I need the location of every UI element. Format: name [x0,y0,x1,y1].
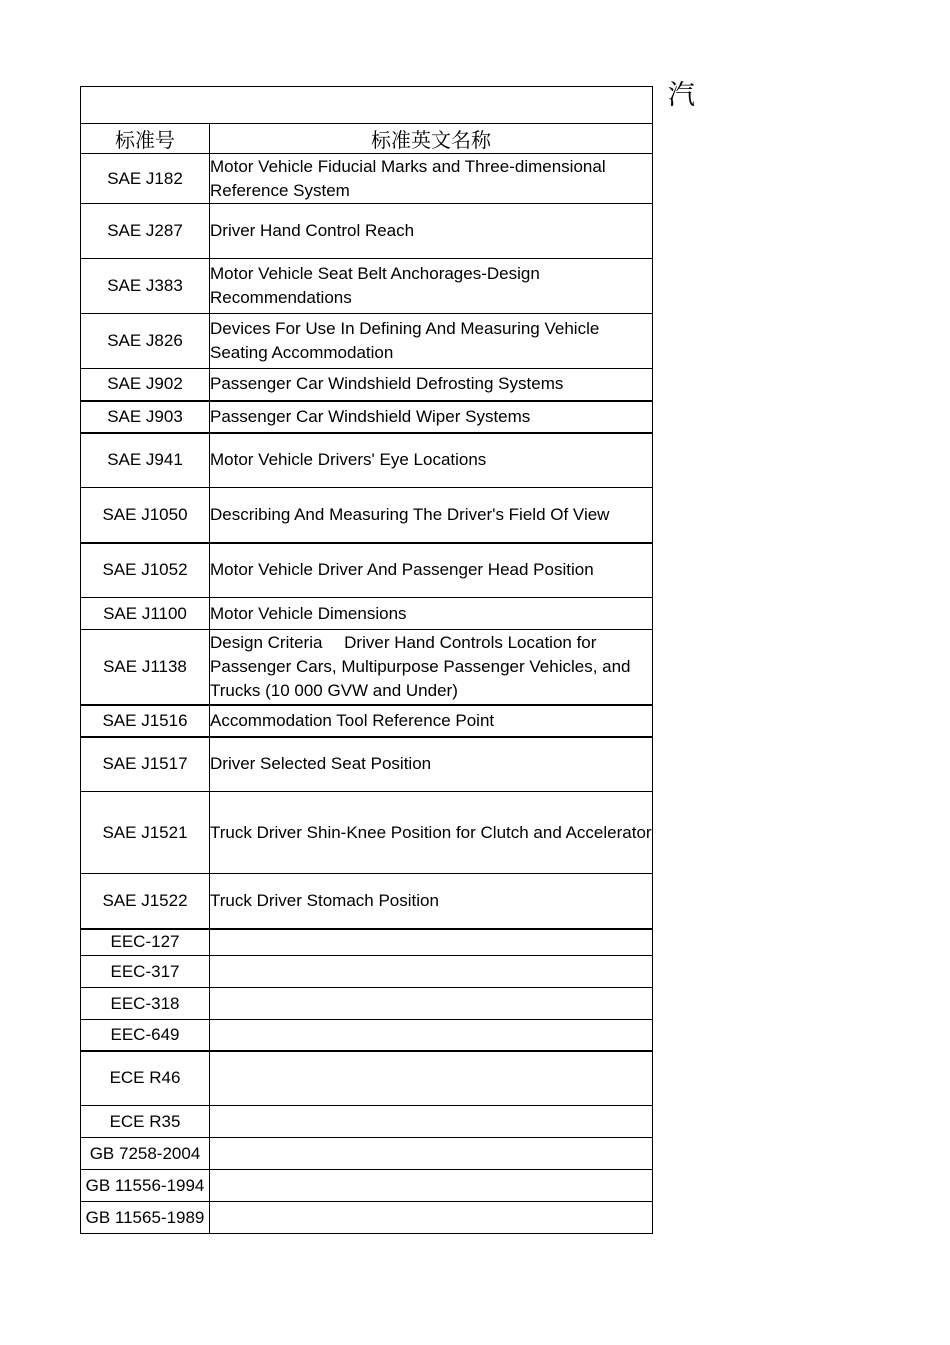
table-title-row [81,87,653,124]
table-row [81,874,653,929]
standard-name: Driver Hand Control Reach [210,204,653,259]
standard-name: Motor Vehicle Driver And Passenger Head Position [210,543,653,598]
standard-code: SAE J182 [81,154,210,204]
table-row [81,369,653,401]
table-row [81,1202,653,1234]
standard-code: SAE J1522 [81,874,210,929]
standard-name [210,1106,653,1138]
standard-name: Describing And Measuring The Driver's Field Of View [210,488,653,543]
table-row [81,598,653,630]
standard-name [210,1138,653,1170]
standard-code: GB 7258-2004 [81,1138,210,1170]
header-standard-number: 标准号 [81,124,210,154]
standard-code: SAE J902 [81,369,210,401]
standard-name [210,929,653,956]
standard-code: EEC-649 [81,1020,210,1051]
standard-code: GB 11556-1994 [81,1170,210,1202]
standard-code: ECE R35 [81,1106,210,1138]
standard-name: Motor Vehicle Dimensions [210,598,653,630]
standard-name [210,1051,653,1106]
table-row [81,401,653,433]
standard-name: Truck Driver Shin-Knee Position for Clutch and Accelerator [210,792,653,874]
standard-name: Design Criteria Driver Hand Controls Location for Passenger Cars, Multipurpose Passenger Vehicles, and Trucks (10 000 GVW and Under) [210,630,653,705]
standard-name: Devices For Use In Defining And Measuring Vehicle Seating Accommodation [210,314,653,369]
standard-code: SAE J1521 [81,792,210,874]
table-row [81,988,653,1020]
standards-table [80,86,653,1234]
table-row [81,259,653,314]
standard-name: Motor Vehicle Fiducial Marks and Three-dimensional Reference System [210,154,653,204]
page-title: 汽 [668,80,695,111]
standard-code: SAE J903 [81,401,210,433]
table-row [81,630,653,705]
table-row [81,956,653,988]
standard-name [210,988,653,1020]
standard-code: EEC-317 [81,956,210,988]
standard-code: SAE J1517 [81,737,210,792]
standard-code: SAE J1138 [81,630,210,705]
table-title-cell [81,87,653,124]
header-standard-english-name: 标准英文名称 [210,124,653,154]
standard-code: SAE J1050 [81,488,210,543]
standard-name: Passenger Car Windshield Wiper Systems [210,401,653,433]
table-row [81,488,653,543]
standard-code: SAE J1052 [81,543,210,598]
standard-name: Accommodation Tool Reference Point [210,705,653,737]
standard-name [210,1202,653,1234]
table-row [81,154,653,204]
standard-name: Motor Vehicle Seat Belt Anchorages-Design Recommendations [210,259,653,314]
table-row [81,737,653,792]
standard-code: SAE J826 [81,314,210,369]
standard-name: Motor Vehicle Drivers' Eye Locations [210,433,653,488]
standard-name [210,956,653,988]
table-row [81,1051,653,1106]
standard-name [210,1020,653,1051]
table-row [81,705,653,737]
table-row [81,1020,653,1051]
standard-name: Driver Selected Seat Position [210,737,653,792]
table-row [81,929,653,956]
standard-code: SAE J287 [81,204,210,259]
standard-name: Truck Driver Stomach Position [210,874,653,929]
table-row [81,1170,653,1202]
standard-code: EEC-318 [81,988,210,1020]
table-row [81,204,653,259]
table-row [81,1138,653,1170]
standard-code: SAE J383 [81,259,210,314]
table-row [81,314,653,369]
standard-code: ECE R46 [81,1051,210,1106]
standard-code: SAE J1516 [81,705,210,737]
table-row [81,792,653,874]
table-row [81,543,653,598]
table-header-row [81,124,653,154]
standard-name [210,1170,653,1202]
table-row [81,433,653,488]
standard-code: EEC-127 [81,929,210,956]
table-row [81,1106,653,1138]
standard-name: Passenger Car Windshield Defrosting Systems [210,369,653,401]
standard-code: SAE J941 [81,433,210,488]
standard-code: SAE J1100 [81,598,210,630]
standard-code: GB 11565-1989 [81,1202,210,1234]
